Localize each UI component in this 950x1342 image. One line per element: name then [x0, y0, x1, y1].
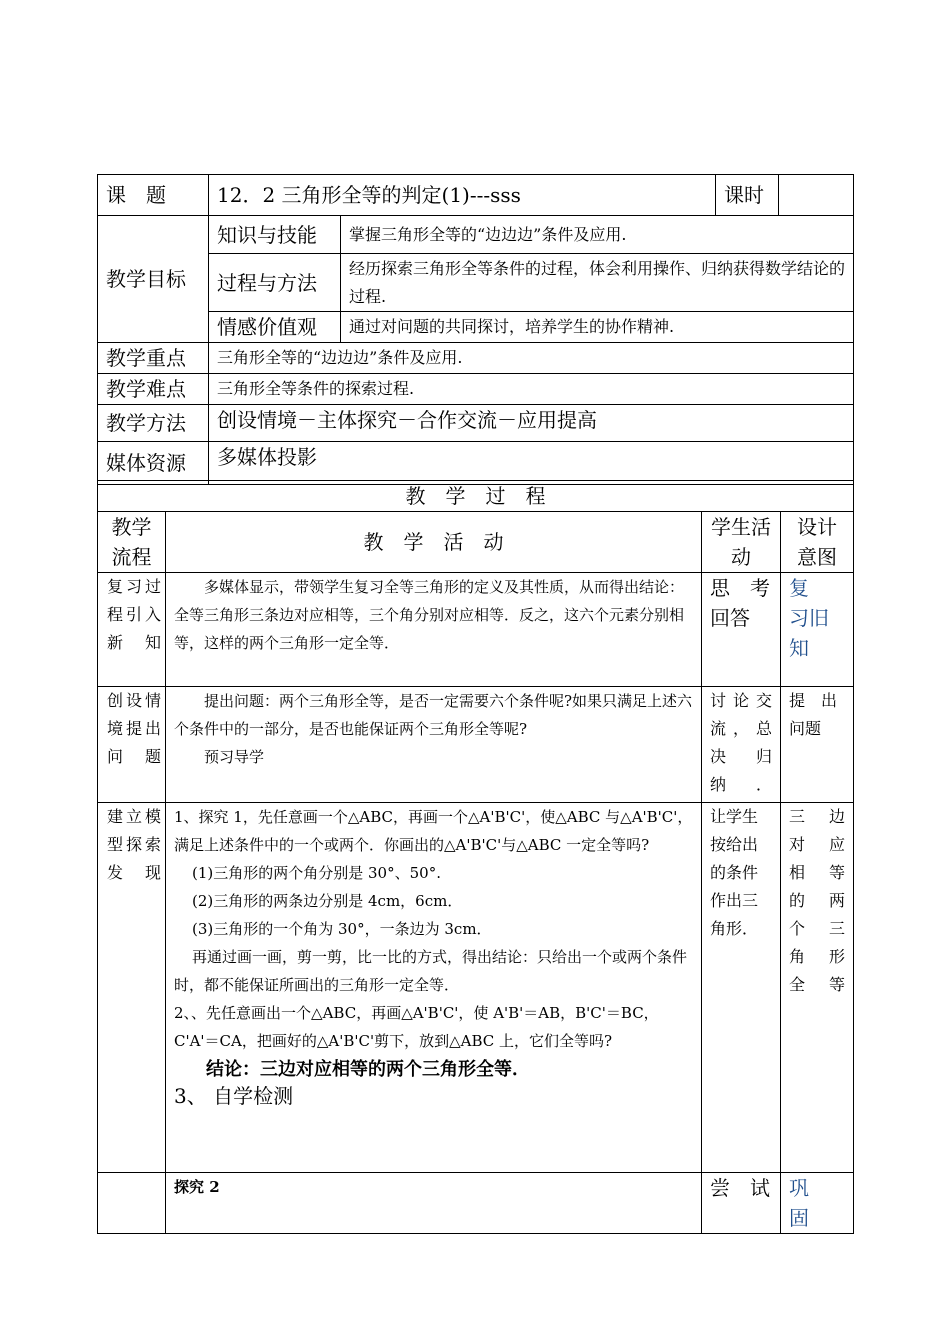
student-cell: 让学生按给出的条件作出三角形．	[702, 803, 781, 1173]
col-design-header: 设计意图	[781, 512, 854, 573]
media-label: 媒体资源	[98, 442, 209, 485]
key-point-label: 教学重点	[98, 343, 209, 374]
flow-cell: 复习过程引入新知	[98, 573, 166, 687]
course-label: 课 题	[98, 175, 209, 216]
design-cell: 巩 固	[781, 1173, 854, 1234]
activity-paragraph: (2)三角形的两条边分别是 4cm，6cm．	[192, 892, 463, 910]
col-student-header: 学生活动	[702, 512, 781, 573]
flow-cell: 建立模型探索发现	[98, 803, 166, 1173]
difficulty-label: 教学难点	[98, 374, 209, 405]
objective-text: 掌握三角形全等的“边边边”条件及应用.	[341, 216, 854, 254]
activity-cell	[166, 803, 702, 1173]
difficulty-text: 三角形全等条件的探索过程.	[209, 374, 854, 405]
objective-name: 知识与技能	[209, 216, 341, 254]
activity-paragraph: 2、、先任意画出一个△ABC，再画△A'B'C'，使 A'B'＝AB，B'C'＝BC，C'A'＝CA，把画好的△A'B'C'剪下，放到△ABC 上，它们全等吗?	[174, 1004, 659, 1050]
lesson-info-table	[97, 174, 854, 485]
activity-cell	[166, 687, 702, 803]
objective-text: 通过对问题的共同探讨，培养学生的协作精神.	[341, 312, 854, 343]
student-cell: 讨论交流，总 决 归纳．	[702, 687, 781, 803]
method-label: 教学方法	[98, 405, 209, 442]
self-check-heading: 3、 自学检测	[174, 1084, 294, 1108]
flow-cell: 创设情境提出问题	[98, 687, 166, 803]
col-flow-header: 教学流程	[98, 512, 166, 573]
activity-cell	[166, 573, 702, 687]
activity-paragraph: 多媒体显示，带领学生复习全等三角形的定义及其性质，从而得出结论：全等三角形三条边对应相等，三个角分别对应相等．反之，这六个元素分别相等，这样的两个三角形一定全等．	[174, 578, 685, 652]
design-cell: 提 出问题	[781, 687, 854, 803]
activity-paragraph: 再通过画一画，剪一剪，比一比的方式，得出结论：只给出一个或两个条件时，都不能保证所画出的三角形一定全等．	[174, 948, 688, 994]
objective-text: 经历探索三角形全等条件的过程，体会利用操作、归纳获得数学结论的过程.	[341, 254, 854, 312]
method-text: 创设情境－主体探究－合作交流－应用提高	[209, 405, 854, 442]
period-label: 课时	[716, 175, 779, 216]
design-cell: 三 边对 应相 等的 两个 三角 形全等	[781, 803, 854, 1173]
period-value	[779, 175, 854, 216]
conclusion: 结论：三边对应相等的两个三角形全等．	[206, 1059, 530, 1080]
key-point-text: 三角形全等的“边边边”条件及应用.	[209, 343, 854, 374]
flow-cell	[98, 1173, 166, 1234]
activity-paragraph: (3)三角形的一个角为 30°，一条边为 3cm．	[192, 920, 492, 938]
activity-paragraph: 提出问题：两个三角形全等，是否一定需要六个条件呢?如果只满足上述六个条件中的一部分，是否也能保证两个三角形全等呢?	[174, 692, 693, 738]
activity-paragraph: 预习导学	[204, 748, 265, 766]
student-cell: 尝 试	[702, 1173, 781, 1234]
col-activity-header: 教 学 活 动	[166, 512, 702, 573]
objective-name: 情感价值观	[209, 312, 341, 343]
media-text: 多媒体投影	[209, 442, 854, 485]
activity-paragraph: 探究 2	[174, 1178, 220, 1196]
activity-paragraph: 1、探究 1，先任意画一个△ABC，再画一个△A'B'C'，使△ABC 与△A'B'C'，满足上述条件中的一个或两个．你画出的△A'B'C'与△ABC 一定全等吗?	[174, 808, 693, 854]
design-cell: 复 习旧知	[781, 573, 854, 687]
activity-cell	[166, 1173, 702, 1234]
objective-name: 过程与方法	[209, 254, 341, 312]
student-cell: 思 考回答	[702, 573, 781, 687]
process-title: 教 学 过 程	[98, 481, 854, 512]
teaching-process-table	[97, 480, 854, 1234]
lesson-title: 12．2 三角形全等的判定(1)---sss	[209, 175, 716, 216]
objectives-label: 教学目标	[98, 216, 209, 343]
activity-paragraph: (1)三角形的两个角分别是 30°、50°.	[192, 864, 441, 882]
